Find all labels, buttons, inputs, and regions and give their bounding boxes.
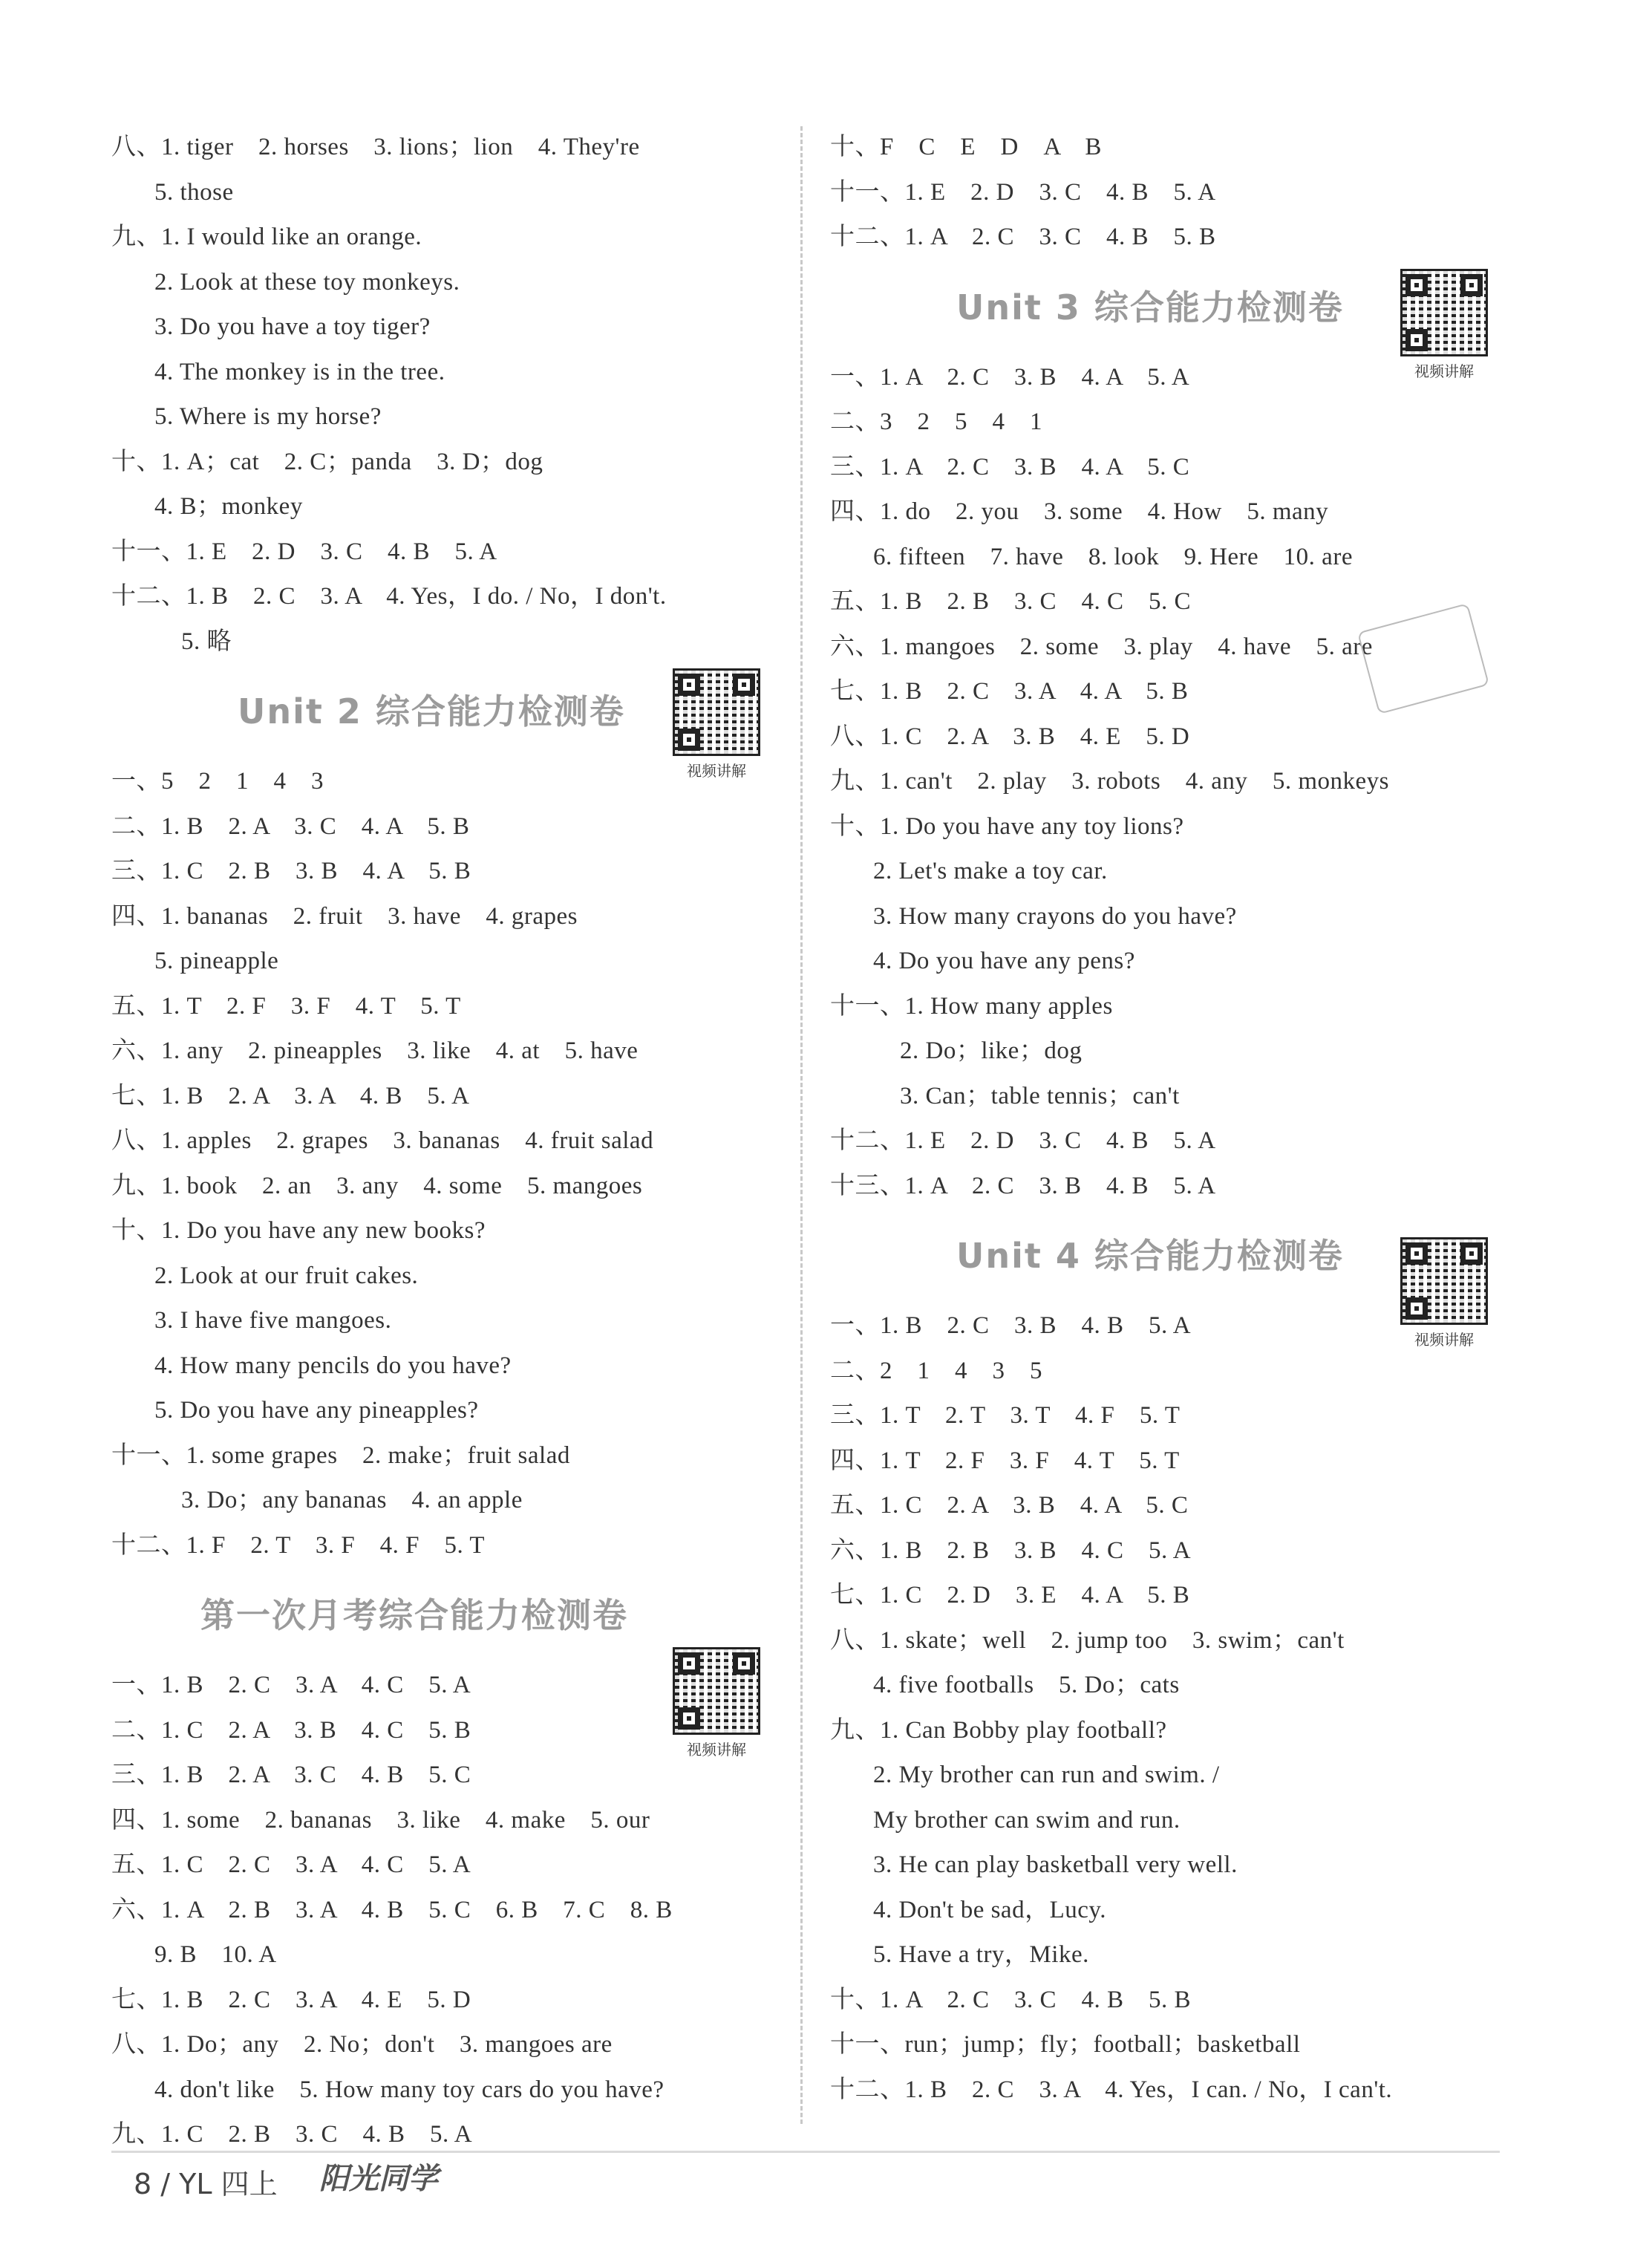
- answer-line: 三、1. B 2. A 3. C 4. B 5. C: [111, 1762, 471, 1788]
- answer-line: 十、1. Do you have any new books?: [111, 1217, 486, 1244]
- answer-line: 4. B；monkey: [154, 493, 303, 520]
- answer-line: 2. Let's make a toy car.: [873, 858, 1108, 884]
- answer-line: 二、3 2 5 4 1: [830, 408, 1042, 435]
- answer-line: 四、1. T 2. F 3. F 4. T 5. T: [830, 1447, 1180, 1474]
- section-title-text: Unit 2 综合能力检测卷: [238, 691, 625, 731]
- qr-code-icon: [1400, 269, 1488, 356]
- answer-line: 9. B 10. A: [154, 1941, 277, 1968]
- section-title-text: Unit 4 综合能力检测卷: [956, 1236, 1344, 1276]
- qr-code-icon: [673, 668, 760, 756]
- answer-line: 六、1. any 2. pineapples 3. like 4. at 5. have: [111, 1037, 639, 1064]
- answer-line: 二、1. B 2. A 3. C 4. A 5. B: [111, 812, 470, 840]
- answer-line: 八、1. tiger 2. horses 3. lions；lion 4. They're: [111, 134, 640, 160]
- answer-line: 4. don't like 5. How many toy cars do you have?: [154, 2076, 665, 2103]
- answer-line: 3. Do you have a toy tiger?: [154, 313, 431, 340]
- qr-code-unit2[interactable]: [673, 668, 760, 780]
- answer-line: 一、5 2 1 4 3: [111, 768, 324, 795]
- answer-line: 4. Do you have any pens?: [873, 948, 1135, 974]
- answer-line: 八、1. skate；well 2. jump too 3. swim；can't: [830, 1626, 1345, 1654]
- answer-line: 五、1. C 2. C 3. A 4. C 5. A: [111, 1851, 471, 1878]
- answer-line: 十二、1. B 2. C 3. A 4. Yes，I do. / No，I don't.: [111, 583, 667, 610]
- answer-line: 5. Have a try，Mike.: [873, 1941, 1089, 1968]
- answer-line: 2. My brother can run and swim. /: [873, 1762, 1220, 1788]
- answer-line: 3. Can；table tennis；can't: [900, 1082, 1180, 1109]
- answer-line: 3. He can play basketball very well.: [873, 1851, 1238, 1878]
- section-title-text: Unit 3 综合能力检测卷: [956, 287, 1344, 328]
- answer-line: 十二、1. B 2. C 3. A 4. Yes，I can. / No，I can't.: [830, 2076, 1393, 2103]
- qr-label: 视频讲解: [687, 1741, 746, 1759]
- answer-line: 七、1. B 2. A 3. A 4. B 5. A: [111, 1082, 470, 1109]
- answer-line: 十一、1. E 2. D 3. C 4. B 5. A: [111, 538, 497, 565]
- answer-line: 十一、1. some grapes 2. make；fruit salad: [111, 1441, 570, 1469]
- answer-line: 十一、run；jump；fly；football；basketball: [830, 2031, 1301, 2058]
- answer-line: 二、2 1 4 3 5: [830, 1357, 1042, 1384]
- answer-line: 三、1. T 2. T 3. T 4. F 5. T: [830, 1402, 1181, 1429]
- section-title-text: 第一次月考综合能力检测卷: [200, 1595, 628, 1635]
- answer-line: 2. Look at our fruit cakes.: [154, 1262, 419, 1289]
- answer-line: 4. Don't be sad，Lucy.: [873, 1896, 1106, 1923]
- answer-line: 3. Do；any bananas 4. an apple: [181, 1487, 523, 1513]
- answer-line: 八、1. apples 2. grapes 3. bananas 4. fruit salad: [111, 1127, 654, 1154]
- answer-line: 十二、1. A 2. C 3. C 4. B 5. B: [830, 224, 1216, 250]
- qr-code-monthly[interactable]: [673, 1647, 760, 1759]
- page-info: 8 / YL 四上: [134, 2168, 278, 2200]
- answer-line: 一、1. A 2. C 3. B 4. A 5. A: [830, 363, 1190, 391]
- page-footer: [111, 2151, 1507, 2203]
- answer-line: 七、1. C 2. D 3. E 4. A 5. B: [830, 1582, 1190, 1609]
- answer-line: 五、1. C 2. A 3. B 4. A 5. C: [830, 1492, 1189, 1519]
- qr-label: 视频讲解: [687, 762, 746, 780]
- answer-line: 5. 略: [181, 628, 232, 655]
- answer-line: 3. I have five mangoes.: [154, 1307, 392, 1334]
- answer-line: 5. those: [154, 178, 234, 206]
- answer-line: 六、1. mangoes 2. some 3. play 4. have 5. are: [830, 633, 1373, 660]
- answer-line: 四、1. some 2. bananas 3. like 4. make 5. our: [111, 1806, 650, 1834]
- answer-line: 八、1. C 2. A 3. B 4. E 5. D: [830, 723, 1190, 750]
- qr-code-unit4[interactable]: [1400, 1237, 1488, 1349]
- answer-line: 十、1. Do you have any toy lions?: [830, 812, 1184, 840]
- answer-line: 4. five footballs 5. Do；cats: [873, 1672, 1180, 1698]
- answer-line: 十一、1. E 2. D 3. C 4. B 5. A: [830, 178, 1216, 206]
- answer-line: 九、1. Can Bobby play football?: [830, 1716, 1167, 1744]
- answer-line: 七、1. B 2. C 3. A 4. A 5. B: [830, 678, 1189, 705]
- answer-line: 十二、1. F 2. T 3. F 4. F 5. T: [111, 1531, 486, 1559]
- answer-line: My brother can swim and run.: [873, 1806, 1181, 1834]
- answer-line: 6. fifteen 7. have 8. look 9. Here 10. are: [873, 543, 1353, 570]
- answer-line: 九、1. I would like an orange.: [111, 224, 422, 250]
- qr-code-unit3[interactable]: [1400, 269, 1488, 380]
- answer-line: 4. The monkey is in the tree.: [154, 358, 445, 385]
- qr-code-icon: [673, 1647, 760, 1735]
- answer-line: 3. How many crayons do you have?: [873, 902, 1237, 930]
- answer-line: 5. Where is my horse?: [154, 403, 382, 430]
- answer-line: 十三、1. A 2. C 3. B 4. B 5. A: [830, 1172, 1216, 1199]
- answer-line: 2. Do；like；dog: [900, 1037, 1083, 1064]
- answer-line: 2. Look at these toy monkeys.: [154, 268, 460, 296]
- answer-line: 十、1. A 2. C 3. C 4. B 5. B: [830, 1986, 1192, 2013]
- answer-line: 十二、1. E 2. D 3. C 4. B 5. A: [830, 1127, 1216, 1154]
- answer-line: 九、1. can't 2. play 3. robots 4. any 5. monkeys: [830, 768, 1390, 795]
- answer-line: 一、1. B 2. C 3. A 4. C 5. A: [111, 1672, 471, 1698]
- answer-line: 六、1. A 2. B 3. A 4. B 5. C 6. B 7. C 8. B: [111, 1896, 673, 1923]
- answer-line: 5. Do you have any pineapples?: [154, 1397, 479, 1424]
- answer-line: 七、1. B 2. C 3. A 4. E 5. D: [111, 1986, 471, 2013]
- answer-line: 六、1. B 2. B 3. B 4. C 5. A: [830, 1537, 1192, 1564]
- qr-label: 视频讲解: [1414, 1331, 1474, 1349]
- answer-line: 4. How many pencils do you have?: [154, 1352, 512, 1379]
- answer-line: 三、1. A 2. C 3. B 4. A 5. C: [830, 453, 1190, 480]
- qr-label: 视频讲解: [1414, 362, 1474, 380]
- answer-line: 一、1. B 2. C 3. B 4. B 5. A: [830, 1312, 1192, 1339]
- footer-rule: [111, 2151, 1500, 2153]
- right-column: [830, 125, 1513, 2112]
- qr-code-icon: [1400, 1237, 1488, 1325]
- answer-line: 十、1. A；cat 2. C；panda 3. D；dog: [111, 448, 543, 475]
- answer-line: 5. pineapple: [154, 948, 279, 974]
- answer-line: 二、1. C 2. A 3. B 4. C 5. B: [111, 1716, 471, 1744]
- brand-logo: 阳光同学: [319, 2161, 438, 2196]
- answer-line: 十、F C E D A B: [830, 134, 1102, 160]
- answer-line: 五、1. T 2. F 3. F 4. T 5. T: [111, 992, 461, 1020]
- column-divider: [800, 126, 803, 2124]
- answer-line: 三、1. C 2. B 3. B 4. A 5. B: [111, 858, 471, 884]
- answer-line: 四、1. do 2. you 3. some 4. How 5. many: [830, 498, 1329, 525]
- left-column: [111, 125, 780, 2157]
- answer-line: 九、1. C 2. B 3. C 4. B 5. A: [111, 2121, 473, 2148]
- answer-line: 十一、1. How many apples: [830, 992, 1113, 1020]
- answer-line: 五、1. B 2. B 3. C 4. C 5. C: [830, 588, 1192, 615]
- answer-line: 九、1. book 2. an 3. any 4. some 5. mangoes: [111, 1172, 643, 1199]
- answer-line: 四、1. bananas 2. fruit 3. have 4. grapes: [111, 902, 578, 930]
- answer-line: 八、1. Do；any 2. No；don't 3. mangoes are: [111, 2031, 613, 2058]
